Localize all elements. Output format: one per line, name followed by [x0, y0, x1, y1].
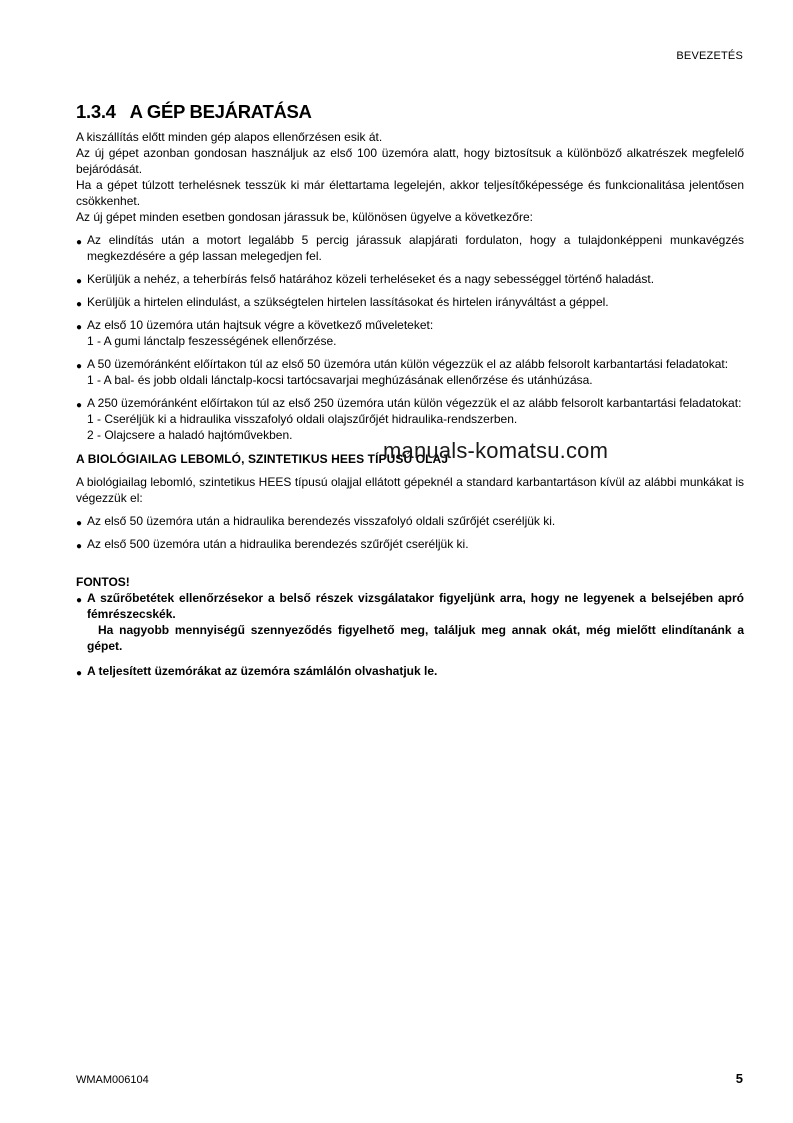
list-item — [76, 590, 744, 654]
list-item-text: Az első 500 üzemóra után a hidraulika berendezés szűrőjét cseréljük ki. — [87, 537, 469, 551]
intro-line: A kiszállítás előtt minden gép alapos ellenőrzésen esik át. — [76, 130, 383, 144]
page-number: 5 — [735, 1071, 743, 1086]
list-item — [76, 395, 744, 443]
sub-step: 1 - A bal- és jobb oldali lánctalp-kocsi tartócsavarjai meghúzásának ellenőrzése és utánhúzása. — [87, 373, 593, 387]
important-list — [76, 590, 744, 679]
page-content — [76, 129, 744, 679]
document-code: WMAM006104 — [76, 1074, 149, 1086]
list-item-text: Az elindítás után a motort legalább 5 percig járassuk alapjárati fordulaton, hogy a tulajdonképpeni munkavégzés megkezdésére a gép lassan melegedjen fel. — [87, 233, 744, 263]
list-item-text: Ha nagyobb mennyiségű szennyeződés figyelhető meg, találjuk meg annak okát, még mielőtt elindítanánk a gépet. — [87, 623, 744, 653]
bullet-icon: ● — [76, 668, 83, 679]
list-item — [76, 663, 744, 679]
list-item-text: A teljesített üzemórákat az üzemóra számlálón olvashatjuk le. — [87, 664, 438, 678]
bullet-icon: ● — [76, 400, 83, 411]
hees-list — [76, 513, 744, 552]
sub-step: 1 - A gumi lánctalp feszességének ellenőrzése. — [87, 334, 337, 348]
sub-step: 1 - Cseréljük ki a hidraulika visszafolyó oldali olajszűrőjét hidraulika-rendszerben. — [87, 412, 518, 426]
list-item — [76, 271, 744, 287]
bullet-icon: ● — [76, 322, 83, 333]
list-item-text: Az első 10 üzemóra után hajtsuk végre a következő műveleteket: — [87, 318, 434, 332]
intro-line: Az új gépet azonban gondosan használjuk az első 100 üzemóra alatt, hogy biztosítsuk a különböző alkatrészek megfelelő bejáródását. — [76, 146, 744, 176]
list-item — [76, 356, 744, 388]
list-item — [76, 536, 744, 552]
bullet-icon: ● — [76, 595, 83, 606]
important-heading: FONTOS! — [76, 575, 130, 589]
section-title — [76, 101, 312, 123]
section-title-text: A GÉP BEJÁRATÁSA — [129, 101, 312, 122]
running-header: BEVEZETÉS — [676, 50, 743, 62]
section-number: 1.3.4 — [76, 101, 116, 122]
bullet-icon: ● — [76, 299, 83, 310]
list-item — [76, 294, 744, 310]
list-item — [76, 513, 744, 529]
list-item-text: A 50 üzemóránként előírtakon túl az első 50 üzemóra után külön végezzük el az alább felsorolt karbantartási feladatokat: — [87, 357, 729, 371]
bullet-icon: ● — [76, 361, 83, 372]
bullet-icon: ● — [76, 541, 83, 552]
hees-heading: A BIOLÓGIAILAG LEBOMLÓ, SZINTETIKUS HEES TÍPUSÚ OLAJ — [76, 452, 449, 466]
list-item-text: Az első 50 üzemóra után a hidraulika berendezés visszafolyó oldali szűrőjét cseréljük ki. — [87, 514, 556, 528]
list-item-text: Kerüljük a nehéz, a teherbírás felső határához közeli terheléseket és a nagy sebességgel történő haladást. — [87, 272, 655, 286]
bullet-icon: ● — [76, 276, 83, 287]
hees-paragraph: A biológiailag lebomló, szintetikus HEES típusú olajjal ellátott gépeknél a standard karbantartáson kívül az alábbi munkákat is végezzük el: — [76, 475, 744, 505]
list-item — [76, 317, 744, 349]
intro-paragraph — [76, 129, 744, 225]
list-item-text: A szűrőbetétek ellenőrzésekor a belső részek vizsgálatakor figyeljünk arra, hogy ne legyenek a belsejében apró fémrészecskék. — [87, 591, 744, 621]
bullet-icon: ● — [76, 237, 83, 248]
list-item-text: A 250 üzemóránként előírtakon túl az első 250 üzemóra után külön végezzük el az alább felsorolt karbantartási feladatokat: — [87, 396, 742, 410]
watermark: manuals-komatsu.com — [383, 438, 609, 463]
intro-line: Ha a gépet túlzott terhelésnek tesszük ki már élettartama legelején, akkor teljesítőképessége és funkcionalitása jelentősen csökkenhet. — [76, 178, 744, 208]
sub-step: 2 - Olajcsere a haladó hajtóművekben. — [87, 428, 293, 442]
list-item-text: Kerüljük a hirtelen elindulást, a szükségtelen hirtelen lassításokat és hirtelen irányváltást a géppel. — [87, 295, 609, 309]
list-item — [76, 232, 744, 264]
bullet-icon: ● — [76, 518, 83, 529]
break-in-list — [76, 232, 744, 443]
intro-line: Az új gépet minden esetben gondosan járassuk be, különösen ügyelve a következőre: — [76, 210, 533, 224]
